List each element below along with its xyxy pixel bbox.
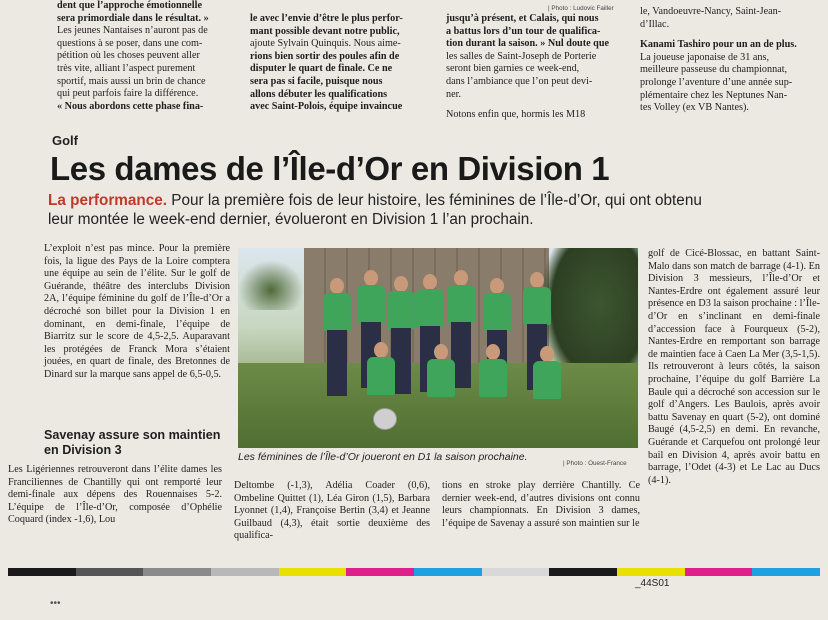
color-swatch (346, 568, 414, 576)
line: ner. (446, 88, 461, 100)
color-swatch (482, 568, 550, 576)
golfer-kneeling (364, 342, 398, 448)
paragraph: Deltombe (-1,3), Adélia Coader (0,6), Ombeline Quittet (1), Léa Giron (1,5), Barbara Lyonnet (1,4), Françoise Bertin (3,4) et Jeanne Guilbaud (4,3), était sortie deuxième des qualifica- (234, 480, 430, 542)
line: disputer le quart de finale. Ce ne (250, 63, 393, 75)
color-swatch (414, 568, 482, 576)
right-column (648, 248, 820, 487)
line: La joueuse japonaise de 31 ans, (640, 51, 770, 63)
line: Les jeunes Nantaises n’auront pas de (57, 25, 208, 37)
color-swatch (617, 568, 685, 576)
top-column-4 (640, 6, 820, 115)
page-code: _44S01 (635, 578, 670, 589)
paragraph: L’exploit n’est pas mince. Pour la première fois, la ligue des Pays de la Loire comptera une équipe au sein de l’élite. Sur le golf de Guérande, théâtre des interclubs Division 2A, l’équipe féminine du golf de l’Île-d’Or a décroché son billet pour la Division 1 en dominant, en demi-finale, l’équipe de Biarritz sur le score de 4,5-2,5. Auparavant les protégées de Franck Mora s’étaient jouées, en quart de finale, des Bretonnes de Dinard sur la marque sans appel de 6,5-0,5. (44, 243, 230, 380)
line: le avec l’envie d’être le plus perfor- (250, 13, 403, 24)
line: questions à se poser, dans une com- (57, 37, 203, 49)
lede-text: Pour la première fois de leur histoire, les féminines de l’Île-d’Or, qui ont obtenu leur montée le week-end dernier, évolueront en Division 1 l’an prochain. (48, 192, 702, 228)
bottom-column-2 (234, 480, 430, 543)
color-swatch (211, 568, 279, 576)
line: meilleure passeuse du championnat, (640, 64, 788, 76)
color-swatch (143, 568, 211, 576)
line: seront bien garnies ce week-end, (446, 63, 580, 75)
trees (238, 260, 304, 310)
color-swatch (685, 568, 753, 576)
line: plémentaire chez les Neptunes Nan- (640, 89, 788, 101)
line: d’Illac. (640, 18, 670, 30)
color-swatch (752, 568, 820, 576)
line: sera pas si facile, puisque nous (250, 75, 383, 87)
line: qui peut parfois faire la différence. (57, 88, 199, 100)
golfer (320, 278, 354, 398)
article-headline: Les dames de l’Île-d’Or en Division 1 (50, 150, 610, 187)
line: Kanami Tashiro pour un an de plus. (640, 39, 797, 51)
line: avec Saint-Polois, équipe invaincue (250, 101, 403, 113)
line: tion durant la saison. » Nul doute que (446, 38, 610, 50)
line: sportif, mais aussi un brin de chance (57, 75, 206, 87)
line: pétition où les choses peuvent aller (57, 50, 200, 62)
line: mant possible devant notre public, (250, 25, 400, 37)
article-lede (48, 191, 728, 229)
photo-caption: Les féminines de l’Île-d’Or joueront en D1 la saison prochaine. (238, 451, 528, 463)
team-photo (238, 248, 638, 448)
top-photo-credit: | Photo : Ludovic Failler (548, 5, 614, 12)
line: dent que l’approche émotionnelle (57, 0, 202, 11)
line: dans l’ambiance que l’on peut devi- (446, 75, 593, 87)
color-swatch (76, 568, 144, 576)
trophy-icon (373, 408, 397, 430)
golfer-kneeling (530, 346, 564, 448)
section-kicker: Golf (52, 133, 78, 148)
top-column-2 (250, 13, 440, 114)
registration-color-bar (8, 568, 820, 576)
line: « Nous abordons cette phase fina- (57, 100, 204, 112)
golfer-kneeling (424, 344, 458, 448)
line: rions bien sortir des poules afin de (250, 50, 400, 62)
registration-dots: ••• (50, 598, 61, 609)
lede-tag: La performance. (48, 192, 168, 209)
line: les salles de Saint-Joseph de Porterie (446, 50, 597, 62)
bottom-column-3 (442, 480, 640, 530)
line: tes Volley (ex VB Nantes). (640, 102, 749, 114)
line: le, Vandoeuvre-Nancy, Saint-Jean- (640, 6, 782, 17)
line: prolonge l’aventure d’une année sup- (640, 76, 793, 88)
line: jusqu’à présent, et Calais, qui nous (446, 13, 599, 24)
paragraph: golf de Cicé-Blossac, en battant Saint-Malo dans son match de barrage (4-1). En Division 3 messieurs, l’Île-d’Or et Nantes-Erdre ont également assuré leur présence en D3 la saison prochaine : l’Île-d’Or en s’inclinant en demi-finale d’accession face à Fourqueux (5-2), Nantes-Erdre en remportant son barrage de maintien face à Caen La Mer (3,5-1,5). Ils retrouveront à leurs côtés, la saison prochaine, l’équipe du golf Barrière La Baule qui a décroché son accession sur le golf d’Angers. Les Baulois, après avoir battu Savenay en quart (5-2), ont dominé Baugé (4,5-2,5) en demi. En revanche, Guérande et Carquefou ont prolongé leur bail en Division 4, après avoir battu en barrage, l’Odet (4-3) et Le Lac au Ducs (4-1). (648, 248, 820, 486)
color-swatch (279, 568, 347, 576)
photo-credit: | Photo : Ouest-France (563, 460, 627, 467)
color-swatch (8, 568, 76, 576)
article-subhead: Savenay assure son maintien en Division 3 (44, 428, 221, 457)
line: allons débuter les qualifications (250, 88, 388, 100)
line: ajoute Sylvain Quinquis. Nous aime- (250, 38, 401, 50)
line: a battus lors d’un tour de qualifica- (446, 25, 601, 37)
left-column (44, 243, 230, 382)
line: Notons enfin que, hormis les M18 (446, 109, 586, 121)
color-swatch (549, 568, 617, 576)
paragraph: tions en stroke play derrière Chantilly. Ce dernier week-end, d’autres divisions ont connu leurs championnats. En Division 3 dames, l’équipe de Savenay a assuré son maintien sur le (442, 480, 640, 529)
line: sera primordiale dans le résultat. » (57, 12, 209, 24)
golfer-kneeling (476, 344, 510, 448)
top-column-1 (57, 0, 242, 113)
bottom-column-1 (8, 464, 222, 527)
top-column-3 (446, 13, 632, 122)
line: très vite, alliant l’aspect purement (57, 62, 196, 74)
paragraph: Les Ligériennes retrouveront dans l’élite dames les Franciliennes de Chantilly qui ont remporté leur demi-finale aux dépens des Rouennaises 5-2. L’équipe de l’Île-d’Or, composée d’Ophélie Coquard (index -1,6), Lou (8, 464, 222, 526)
